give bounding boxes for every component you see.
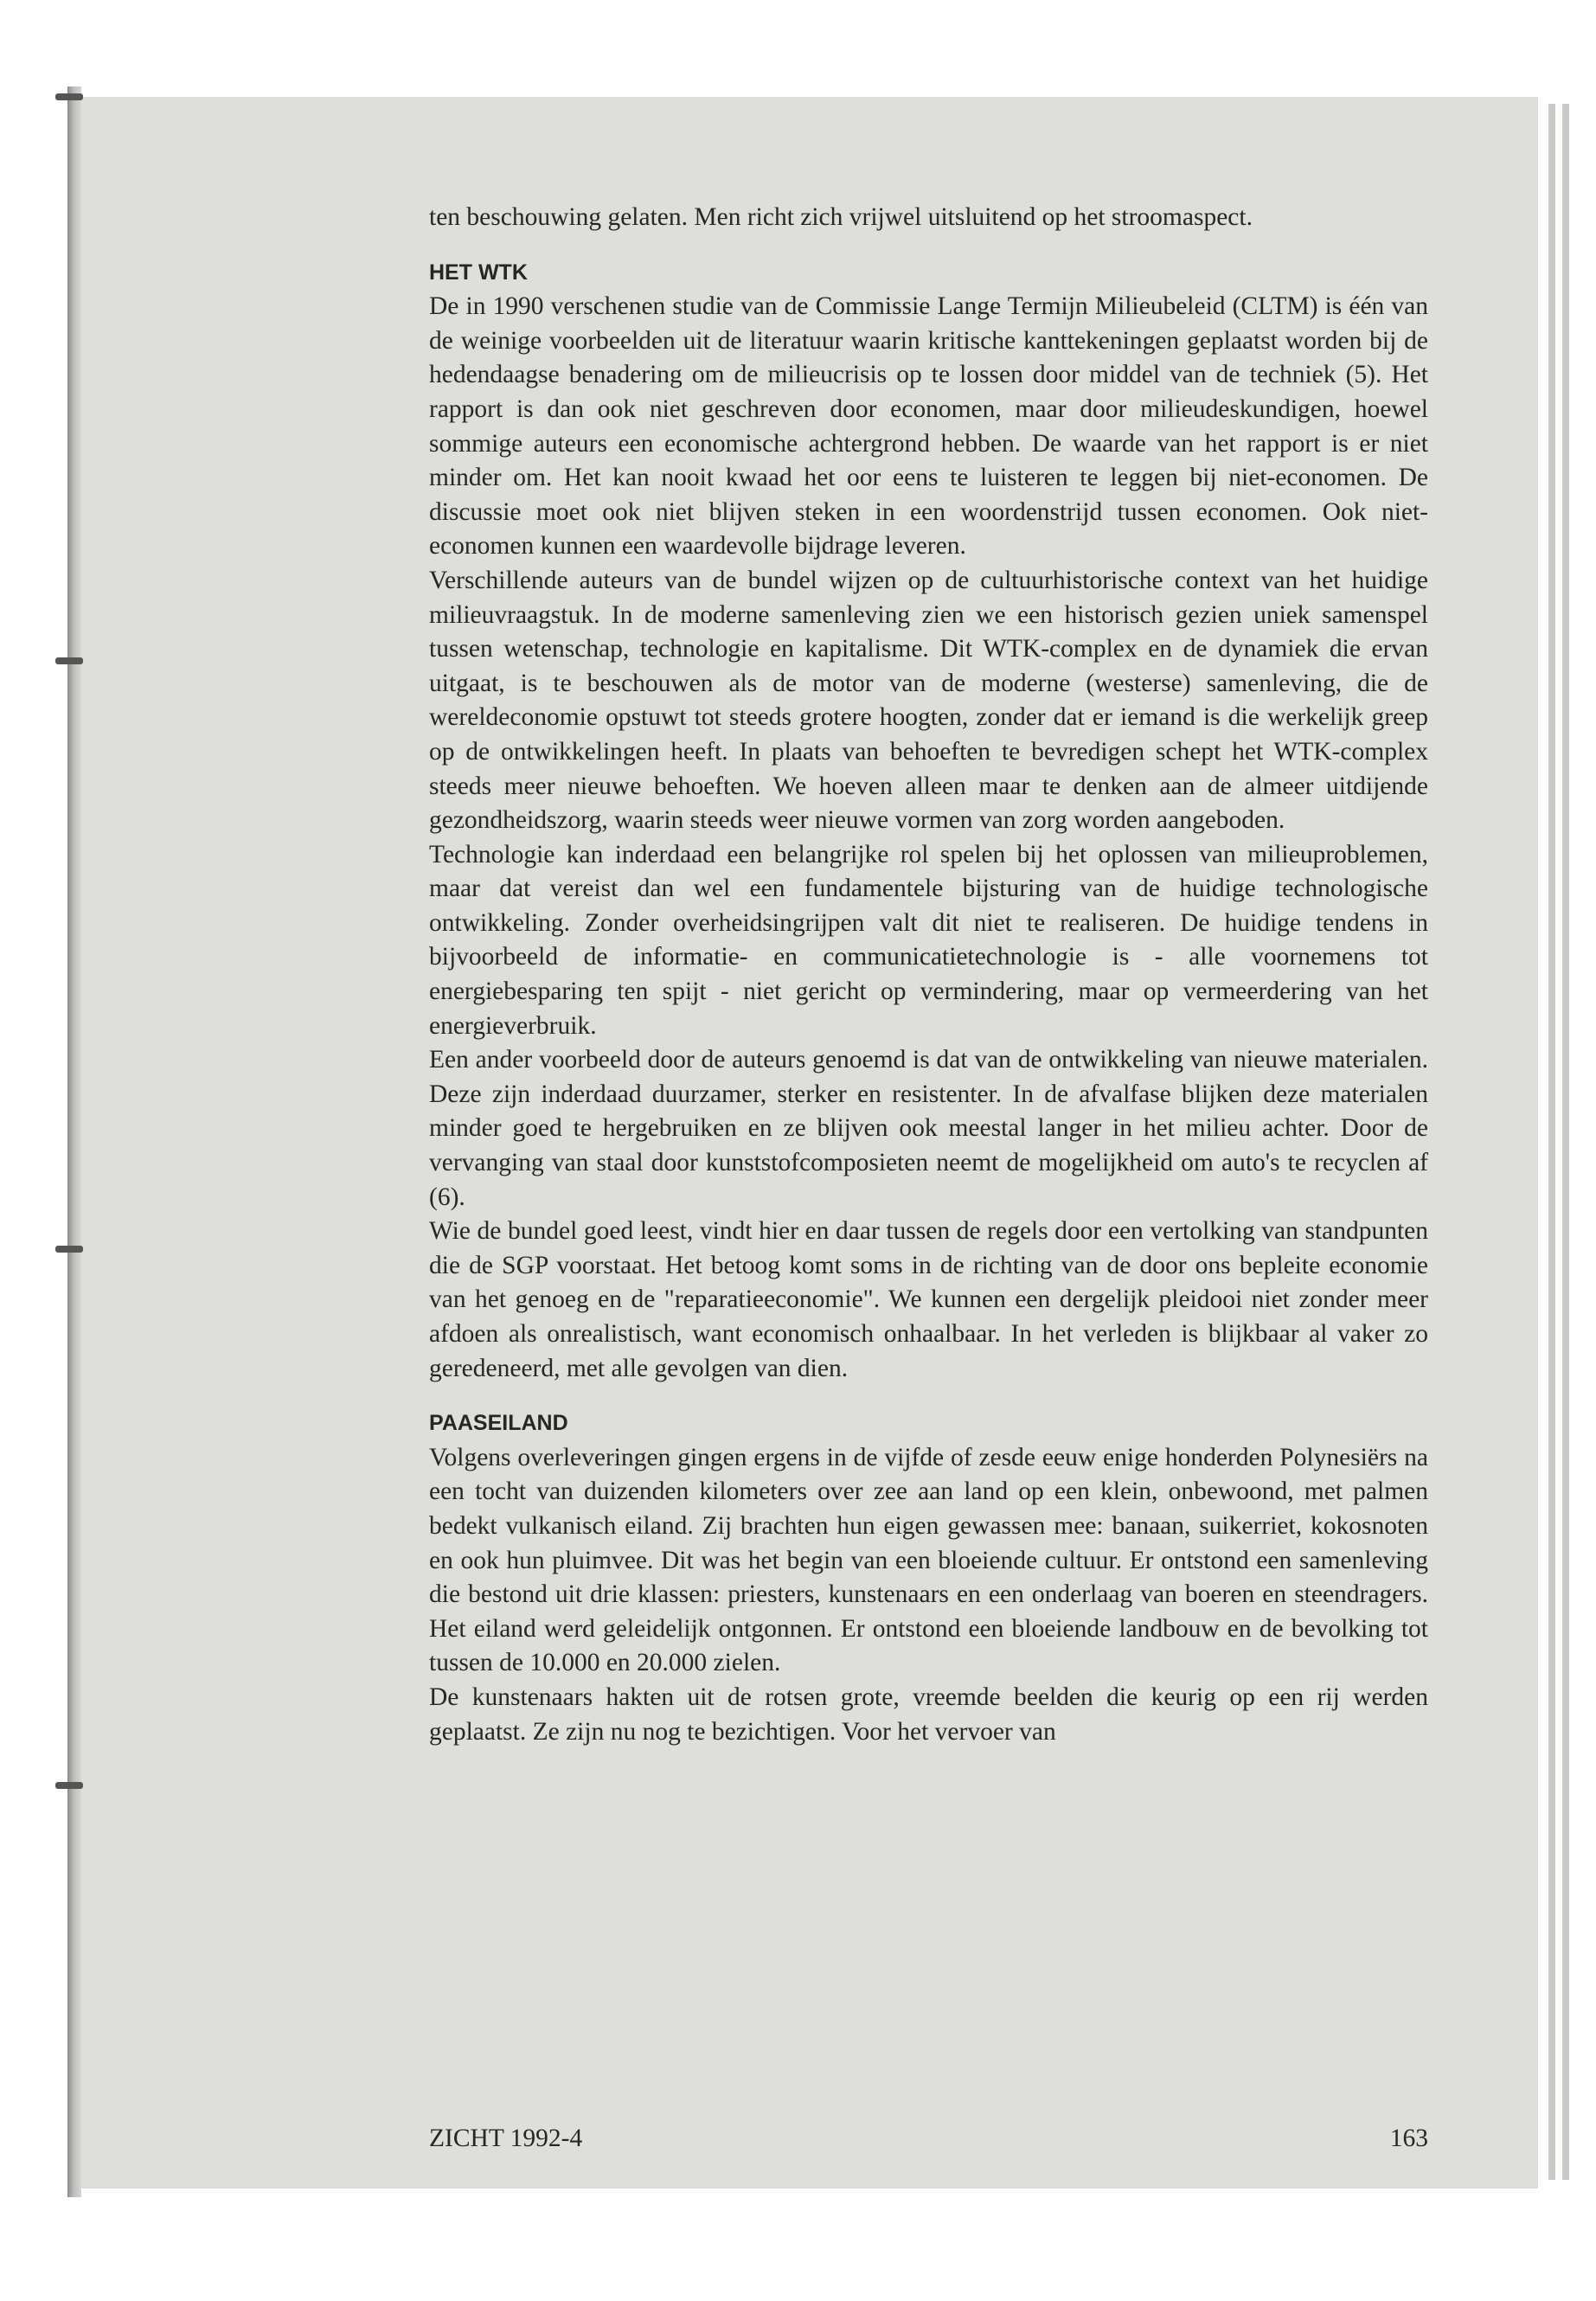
paragraph: De in 1990 verschenen studie van de Commissie Lange Termijn Milieubeleid (CLTM) is één van de weinige voorbeelden uit de literatuur waarin kritische kanttekeningen geplaatst worden bij de hedendaagse benadering om de milieucrisis op te lossen door middel van de techniek (5). Het rapport is dan ook niet geschreven door economen, maar door milieudeskundigen, hoewel sommige auteurs een economische achtergrond hebben. De waarde van het rapport is er niet minder om. Het kan nooit kwaad het oor eens te luisteren te leggen bij niet-economen. De discussie moet ook niet blijven steken in een woordenstrijd tussen economen. Ook niet-economen kunnen een waardevolle bijdrage leveren. <box>429 292 1428 561</box>
paragraph: Technologie kan inderdaad een belangrijke rol spelen bij het oplossen van milieuproblemen, maar dat vereist dan wel een fundamentele bijsturing van de huidige technologische ontwikkeling. Zonder overheidsingrijpen valt dit niet te realiseren. De huidige tendens in bijvoorbeeld de informatie- en communicatietechnologie is - alle voornemens tot energiebesparing ten spijt - niet gericht op vermindering, maar op vermeerdering van het energieverbruik. <box>429 840 1428 1040</box>
binding-stitch <box>55 1246 83 1253</box>
page-footer <box>429 2125 1428 2159</box>
section-heading-wtk: HET WTK <box>429 260 528 285</box>
section-heading-paaseiland: PAASEILAND <box>429 1411 568 1436</box>
binding-stitch <box>55 657 83 664</box>
paragraph: Verschillende auteurs van de bundel wijzen op de cultuurhistorische context van het huidige milieuvraagstuk. In de moderne samenleving zien we een historisch gezien uniek samenspel tussen wetenschap, technologie en kapitalisme. Dit WTK-complex en de dynamiek die ervan uitgaat, is te beschouwen als de motor van de moderne (westerse) samenleving, die de wereldeconomie opstuwt tot steeds grotere hoogten, zonder dat er iemand is die werkelijk greep op de ontwikkelingen heeft. In plaats van behoeften te bevredigen schept het WTK-complex steeds meer nieuwe behoeften. We hoeven alleen maar te denken aan de almeer uitdijende gezondheidszorg, waarin steeds weer nieuwe vormen van zorg worden aangeboden. <box>429 566 1428 835</box>
book-binding <box>67 87 81 2197</box>
page-edge <box>1548 104 1555 2180</box>
binding-stitch <box>55 1782 83 1789</box>
page-edge <box>1562 104 1569 2180</box>
page-number: 163 <box>1389 2125 1428 2152</box>
paragraph: Volgens overleveringen gingen ergens in de vijfde of zesde eeuw enige honderden Polynesiërs na een tocht van duizenden kilometers over zee aan land op een klein, onbewoond, met palmen bedekt vulkanisch eiland. Zij brachten hun eigen gewassen mee: banaan, suikerriet, kokosnoten en ook hun pluimvee. Dit was het begin van een bloeiende cultuur. Er ontstond een samenleving die bestond uit drie klassen: priesters, kunstenaars en een onderlaag van boeren en steendragers. Het eiland werd geleidelijk ontgonnen. Er ontstond een bloeiende landbouw en de bevolking tot tussen de 10.000 en 20.000 zielen. <box>429 1443 1428 1677</box>
binding-stitch <box>55 93 83 100</box>
paragraph: Wie de bundel goed leest, vindt hier en daar tussen de regels door een vertolking van standpunten die de SGP voorstaat. Het betoog komt soms in de richting van de door ons bepleite economie van het genoeg en de "reparatieeconomie". We kunnen een dergelijk pleidooi niet zonder meer afdoen als onrealistisch, want economisch onhaalbaar. In het verleden is blijkbaar al vaker zo geredeneerd, met alle gevolgen van dien. <box>429 1217 1428 1382</box>
journal-issue: ZICHT 1992-4 <box>429 2125 583 2152</box>
paragraph: De kunstenaars hakten uit de rotsen grote, vreemde beelden die keurig op een rij werden geplaatst. Ze zijn nu nog te bezichtigen. Voor het vervoer van <box>429 1682 1428 1746</box>
paragraph: Een ander voorbeeld door de auteurs genoemd is dat van de ontwikkeling van nieuwe materialen. Deze zijn inderdaad duurzamer, sterker en resistenter. In de afvalfase blijken deze materialen minder goed te hergebruiken en ze blijven ook meestal langer in het milieu achter. Door de vervanging van staal door kunststofcomposieten neemt de mogelijkheid om auto's te recyclen af (6). <box>429 1046 1428 1211</box>
text-column <box>429 201 1428 1749</box>
intro-paragraph: ten beschouwing gelaten. Men richt zich vrijwel uitsluitend op het stroomaspect. <box>429 203 1253 231</box>
